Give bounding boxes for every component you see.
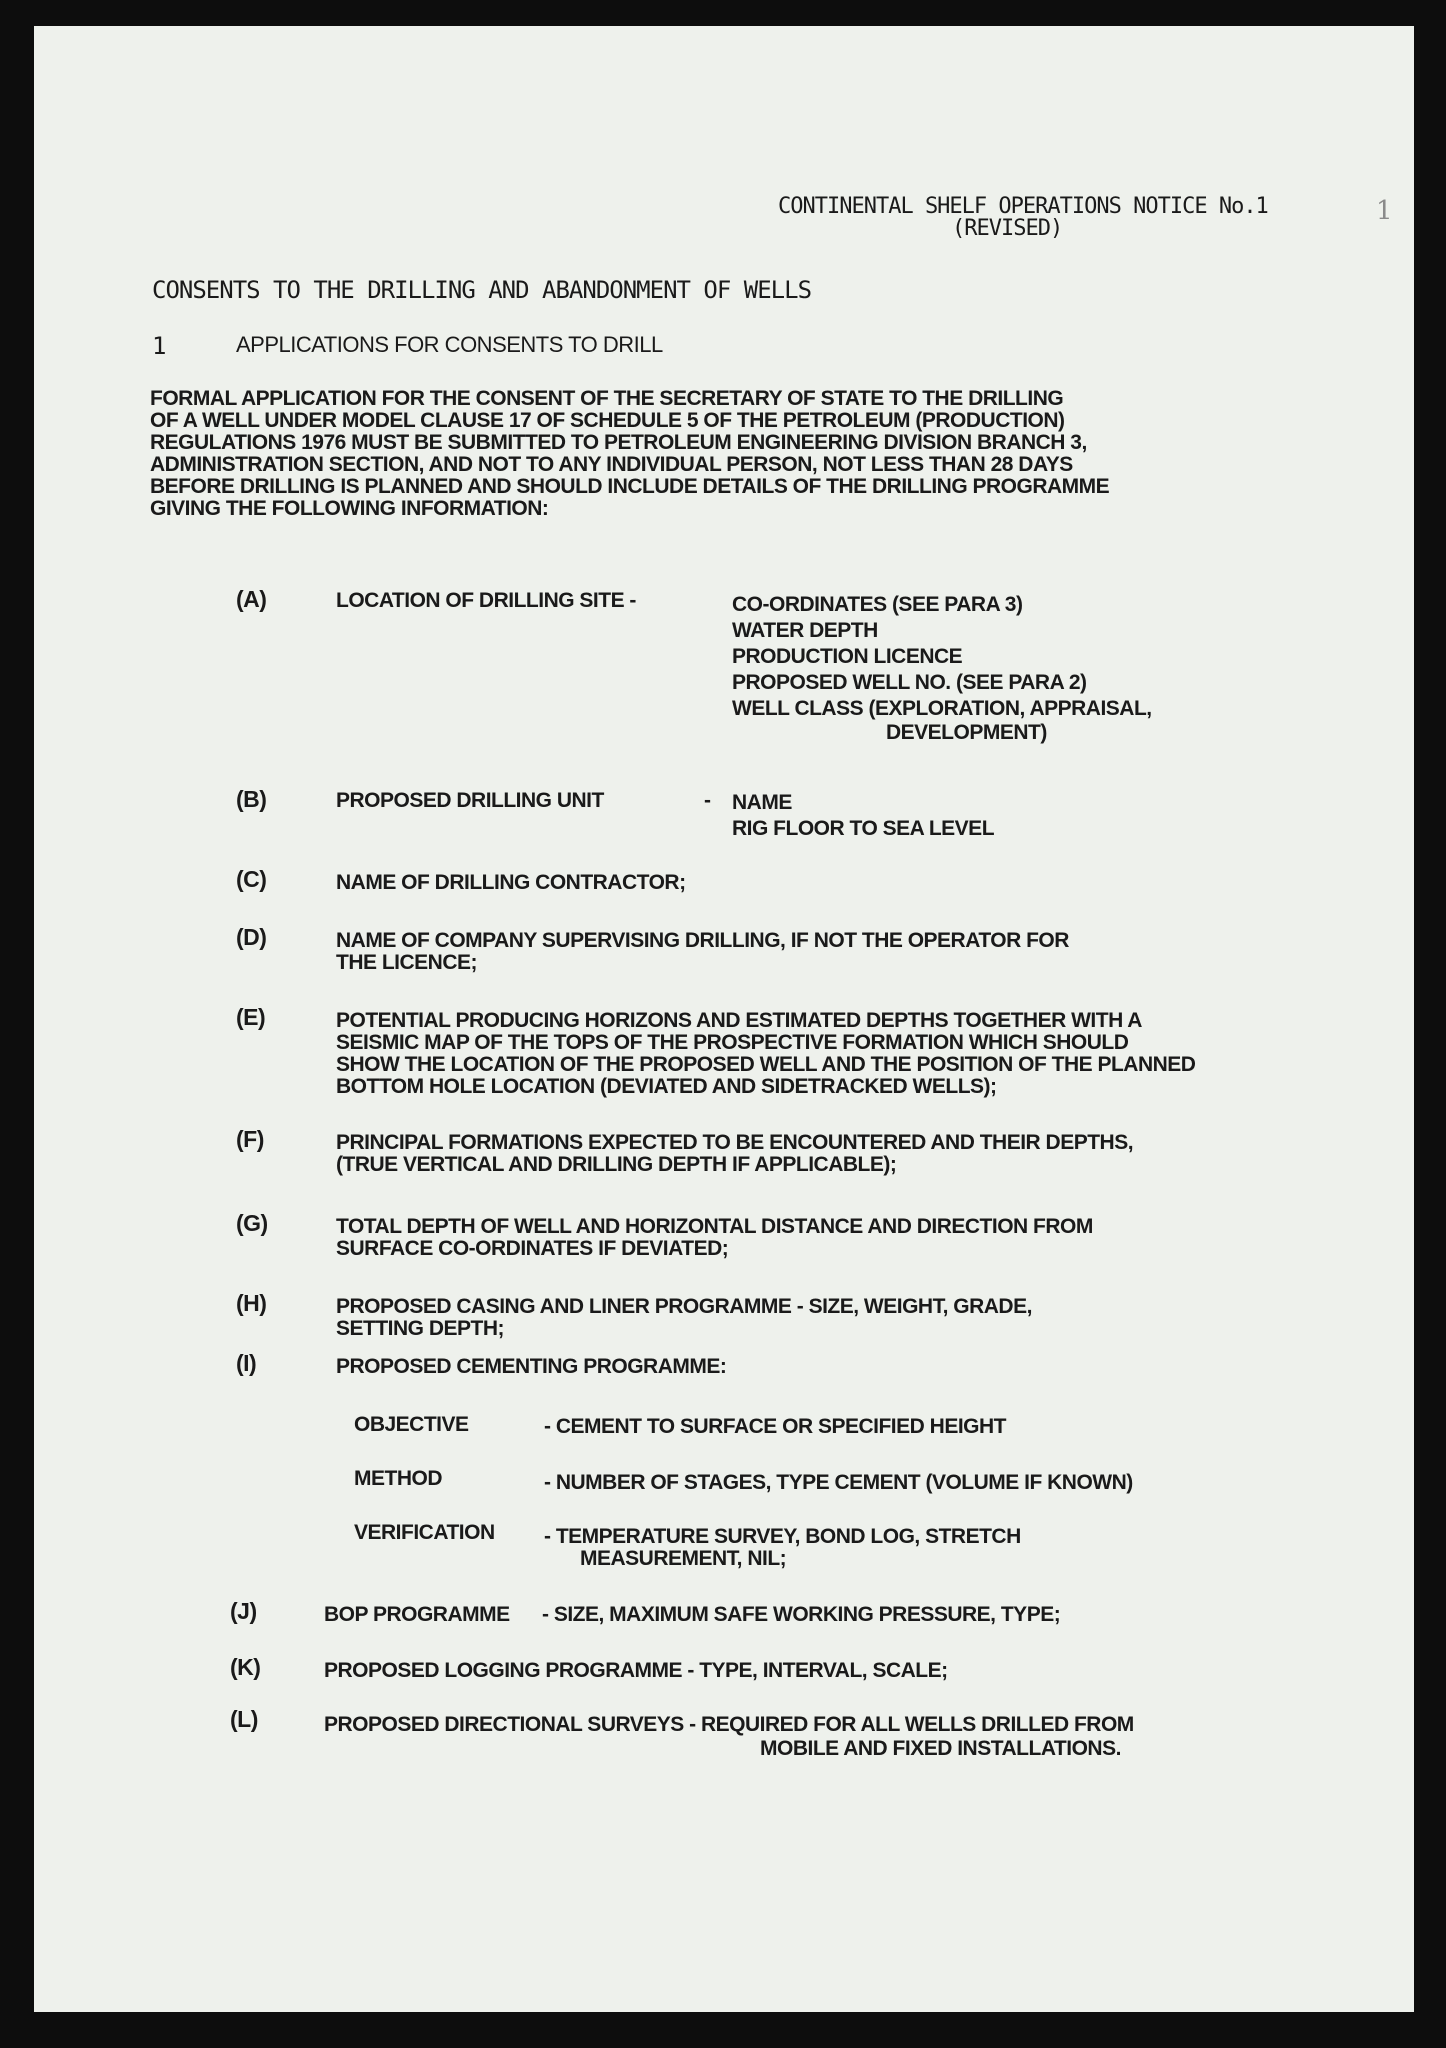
sub-line: PRODUCTION LICENCE: [732, 645, 963, 668]
sub-line: PROPOSED WELL NO. (SEE PARA 2): [732, 671, 1087, 694]
item-line: THE LICENCE;: [336, 951, 477, 974]
item-line: SHOW THE LOCATION OF THE PROPOSED WELL AND THE POSITION OF THE PLANNED: [336, 1053, 1196, 1076]
notice-title: CONTINENTAL SHELF OPERATIONS NOTICE No.1: [778, 194, 1268, 219]
item-label: (C): [236, 866, 267, 892]
item-text: LOCATION OF DRILLING SITE -: [336, 589, 636, 612]
item-label: (L): [230, 1706, 258, 1732]
item-line: (TRUE VERTICAL AND DRILLING DEPTH IF APPLICABLE);: [336, 1153, 897, 1176]
section-heading: APPLICATIONS FOR CONSENTS TO DRILL: [236, 332, 663, 357]
page-number: 1: [1376, 196, 1393, 226]
item-line: TOTAL DEPTH OF WELL AND HORIZONTAL DISTANCE AND DIRECTION FROM: [336, 1215, 1093, 1238]
item-line: PROPOSED CEMENTING PROGRAMME:: [336, 1355, 727, 1378]
revised-label: (REVISED): [952, 216, 1063, 241]
item-line: SETTING DEPTH;: [336, 1317, 505, 1340]
item-text: BOP PROGRAMME: [324, 1603, 510, 1626]
sub-line: CO-ORDINATES (SEE PARA 3): [732, 593, 1023, 616]
item-label: (K): [230, 1654, 261, 1680]
item-label: (D): [236, 924, 267, 950]
cementing-term: VERIFICATION: [354, 1521, 495, 1544]
item-text: PROPOSED DIRECTIONAL SURVEYS - REQUIRED FOR ALL WELLS DRILLED FROM: [324, 1713, 1134, 1736]
intro-line: FORMAL APPLICATION FOR THE CONSENT OF THE SECRETARY OF STATE TO THE DRILLING: [150, 387, 1064, 410]
cementing-term: OBJECTIVE: [354, 1413, 469, 1436]
item-line: SEISMIC MAP OF THE TOPS OF THE PROSPECTIVE FORMATION WHICH SHOULD: [336, 1031, 1129, 1054]
item-label: (H): [236, 1290, 267, 1316]
sub-line: NAME: [732, 791, 792, 814]
section-number: 1: [152, 332, 166, 360]
intro-line: BEFORE DRILLING IS PLANNED AND SHOULD INCLUDE DETAILS OF THE DRILLING PROGRAMME: [150, 475, 1110, 498]
dash: -: [704, 789, 711, 812]
item-label: (B): [236, 786, 267, 812]
item-label: (J): [230, 1598, 257, 1624]
sub-line: WATER DEPTH: [732, 619, 878, 642]
item-line: BOTTOM HOLE LOCATION (DEVIATED AND SIDETRACKED WELLS);: [336, 1075, 997, 1098]
document-page: [34, 26, 1414, 2012]
cementing-desc: - NUMBER OF STAGES, TYPE CEMENT (VOLUME IF KNOWN): [544, 1471, 1133, 1494]
cementing-term: METHOD: [354, 1467, 442, 1490]
item-label: (E): [236, 1004, 266, 1030]
item-line: NAME OF DRILLING CONTRACTOR;: [336, 871, 686, 894]
item-line: NAME OF COMPANY SUPERVISING DRILLING, IF NOT THE OPERATOR FOR: [336, 929, 1069, 952]
cementing-desc: MEASUREMENT, NIL;: [580, 1547, 787, 1570]
sub-line: RIG FLOOR TO SEA LEVEL: [732, 817, 995, 840]
item-label: (I): [236, 1350, 257, 1376]
intro-line: ADMINISTRATION SECTION, AND NOT TO ANY INDIVIDUAL PERSON, NOT LESS THAN 28 DAYS: [150, 453, 1073, 476]
item-line: PRINCIPAL FORMATIONS EXPECTED TO BE ENCOUNTERED AND THEIR DEPTHS,: [336, 1131, 1134, 1154]
item-line: POTENTIAL PRODUCING HORIZONS AND ESTIMATED DEPTHS TOGETHER WITH A: [336, 1009, 1142, 1032]
document-title: CONSENTS TO THE DRILLING AND ABANDONMENT OF WELLS: [152, 276, 812, 304]
intro-line: REGULATIONS 1976 MUST BE SUBMITTED TO PETROLEUM ENGINEERING DIVISION BRANCH 3,: [150, 431, 1087, 454]
intro-line: OF A WELL UNDER MODEL CLAUSE 17 OF SCHEDULE 5 OF THE PETROLEUM (PRODUCTION): [150, 409, 1065, 432]
item-line: PROPOSED CASING AND LINER PROGRAMME - SIZE, WEIGHT, GRADE,: [336, 1295, 1032, 1318]
sub-line: DEVELOPMENT): [886, 721, 1047, 744]
cementing-desc: - CEMENT TO SURFACE OR SPECIFIED HEIGHT: [544, 1415, 1006, 1438]
cementing-desc: - TEMPERATURE SURVEY, BOND LOG, STRETCH: [544, 1525, 1021, 1548]
item-line: SURFACE CO-ORDINATES IF DEVIATED;: [336, 1237, 729, 1260]
sub-line: WELL CLASS (EXPLORATION, APPRAISAL,: [732, 697, 1152, 720]
intro-line: GIVING THE FOLLOWING INFORMATION:: [150, 497, 549, 520]
item-desc: - SIZE, MAXIMUM SAFE WORKING PRESSURE, TYPE;: [542, 1603, 1061, 1626]
item-text: PROPOSED LOGGING PROGRAMME - TYPE, INTERVAL, SCALE;: [324, 1659, 948, 1682]
item-text: PROPOSED DRILLING UNIT: [336, 789, 604, 812]
item-label: (A): [236, 586, 267, 612]
item-text-continued: MOBILE AND FIXED INSTALLATIONS.: [760, 1737, 1121, 1760]
item-label: (G): [236, 1210, 268, 1236]
item-label: (F): [236, 1126, 264, 1152]
